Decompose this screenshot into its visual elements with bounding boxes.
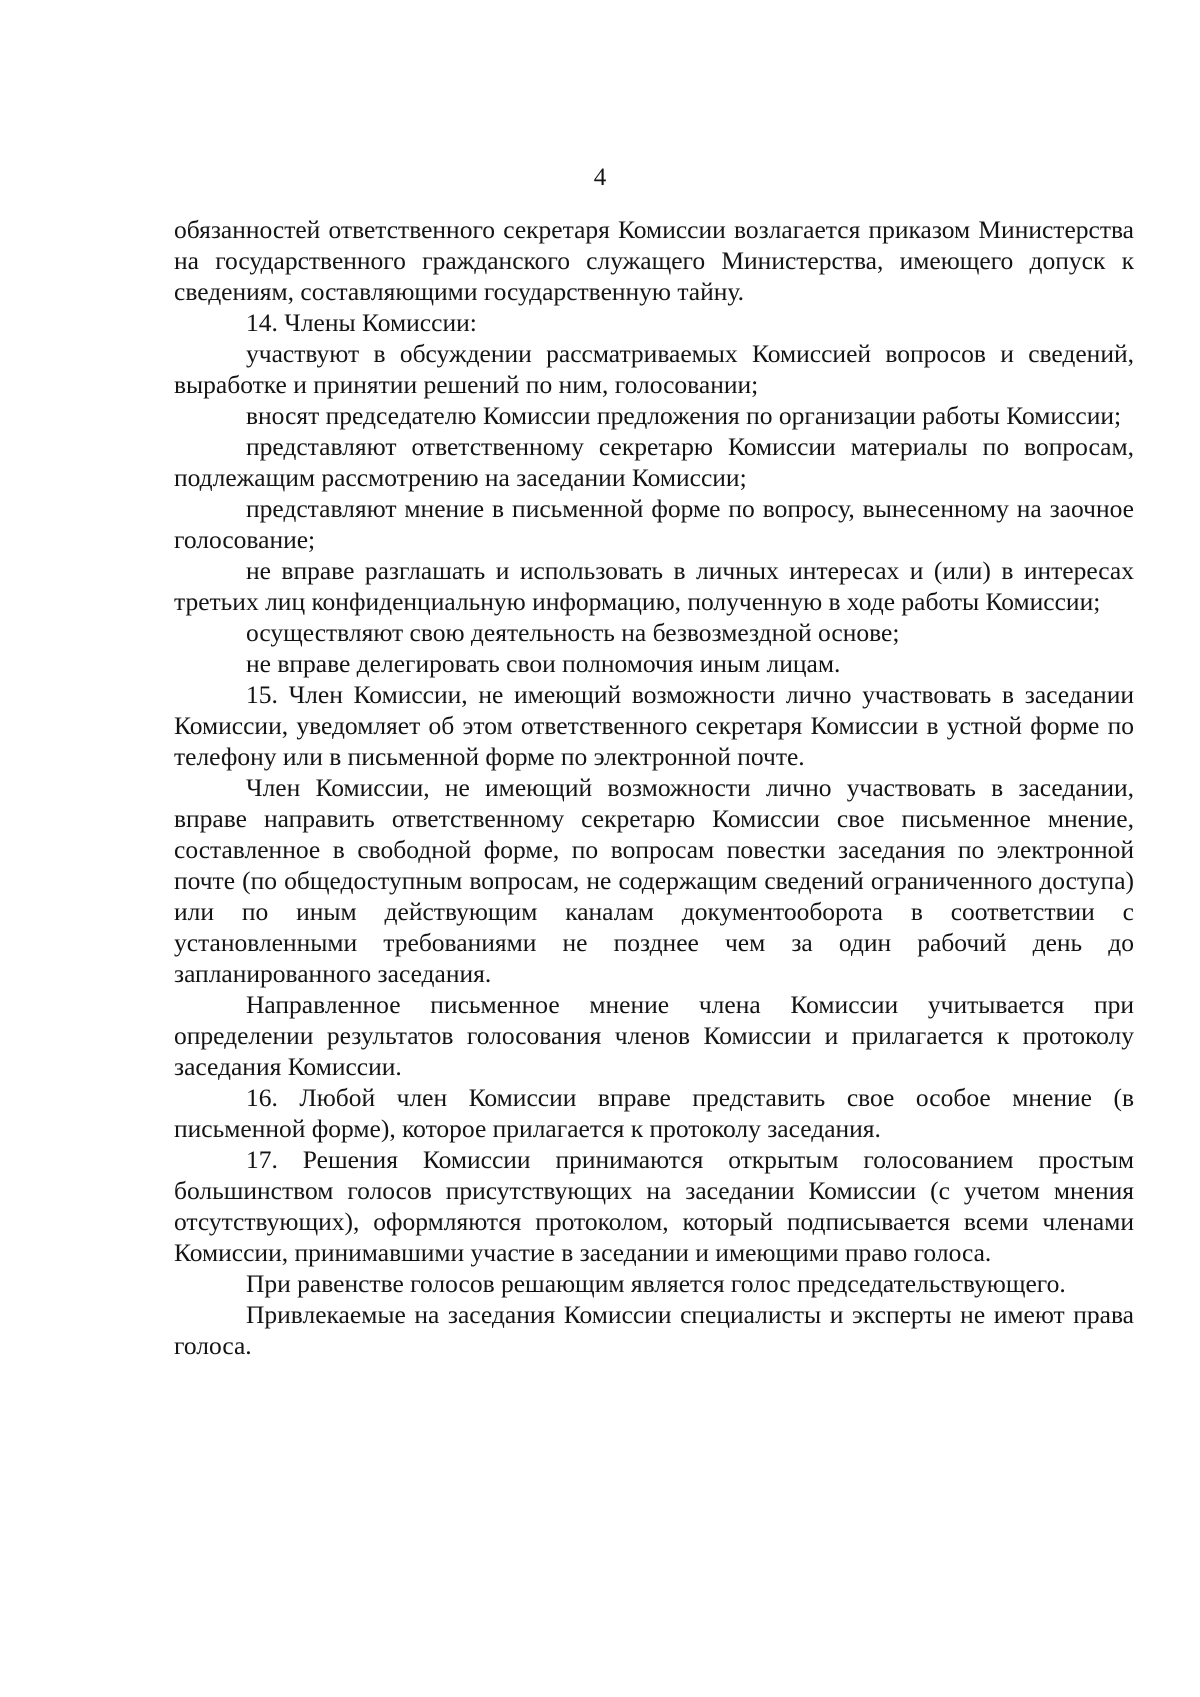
document-body <box>174 214 1134 1361</box>
paragraph-item-15-opinion-counted: Направленное письменное мнение члена Комиссии учитывается при определении результатов голосования членов Комиссии и прилагается к протоколу заседания Комиссии. <box>174 990 1134 1081</box>
paragraph-item-14-heading: 14. Члены Комиссии: <box>246 308 477 337</box>
paragraph-duty-discussion: участвуют в обсуждении рассматриваемых Комиссией вопросов и сведений, выработке и принятии решений по ним, голосовании; <box>174 339 1134 399</box>
paragraph-duty-gratuitous: осуществляют свою деятельность на безвозмездной основе; <box>246 618 900 647</box>
paragraph-duty-materials: представляют ответственному секретарю Комиссии материалы по вопросам, подлежащим рассмотрению на заседании Комиссии; <box>174 432 1134 492</box>
paragraph-item-17-experts: Привлекаемые на заседания Комиссии специалисты и эксперты не имеют права голоса. <box>174 1300 1134 1360</box>
paragraph-item-16: 16. Любой член Комиссии вправе представить свое особое мнение (в письменной форме), которое прилагается к протоколу заседания. <box>174 1083 1134 1143</box>
paragraph-item-17: 17. Решения Комиссии принимаются открытым голосованием простым большинством голосов присутствующих на заседании Комиссии (с учетом мнения отсутствующих), оформляются протоколом, который подписывается всеми членами Комиссии, принимавшими участие в заседании и имеющими право голоса. <box>174 1145 1134 1267</box>
paragraph-duty-proposals: вносят председателю Комиссии предложения по организации работы Комиссии; <box>246 401 1122 430</box>
paragraph-continuation: обязанностей ответственного секретаря Комиссии возлагается приказом Министерства на государственного гражданского служащего Министерства, имеющего допуск к сведениям, составляющими государственную тайну. <box>174 215 1134 306</box>
paragraph-duty-confidentiality: не вправе разглашать и использовать в личных интересах и (или) в интересах третьих лиц конфиденциальную информацию, полученную в ходе работы Комиссии; <box>174 556 1134 616</box>
paragraph-item-15: 15. Член Комиссии, не имеющий возможности лично участвовать в заседании Комиссии, уведомляет об этом ответственного секретаря Комиссии в устной форме по телефону или в письменной форме по электронной почте. <box>174 680 1134 771</box>
page-number: 4 <box>593 164 607 191</box>
paragraph-item-15-written-opinion: Член Комиссии, не имеющий возможности лично участвовать в заседании, вправе направить ответственному секретарю Комиссии свое письменное мнение, составленное в свободной форме, по вопросам повестки заседания по электронной почте (по общедоступным вопросам, не содержащим сведений ограниченного доступа) или по иным действующим каналам документооборота в соответствии с установленными требованиями не позднее чем за один рабочий день до запланированного заседания. <box>174 773 1134 988</box>
paragraph-duty-opinion: представляют мнение в письменной форме по вопросу, вынесенному на заочное голосование; <box>174 494 1134 554</box>
paragraph-item-17-tie-vote: При равенстве голосов решающим является голос председательствующего. <box>246 1269 1066 1298</box>
paragraph-duty-delegation: не вправе делегировать свои полномочия иным лицам. <box>246 649 841 678</box>
